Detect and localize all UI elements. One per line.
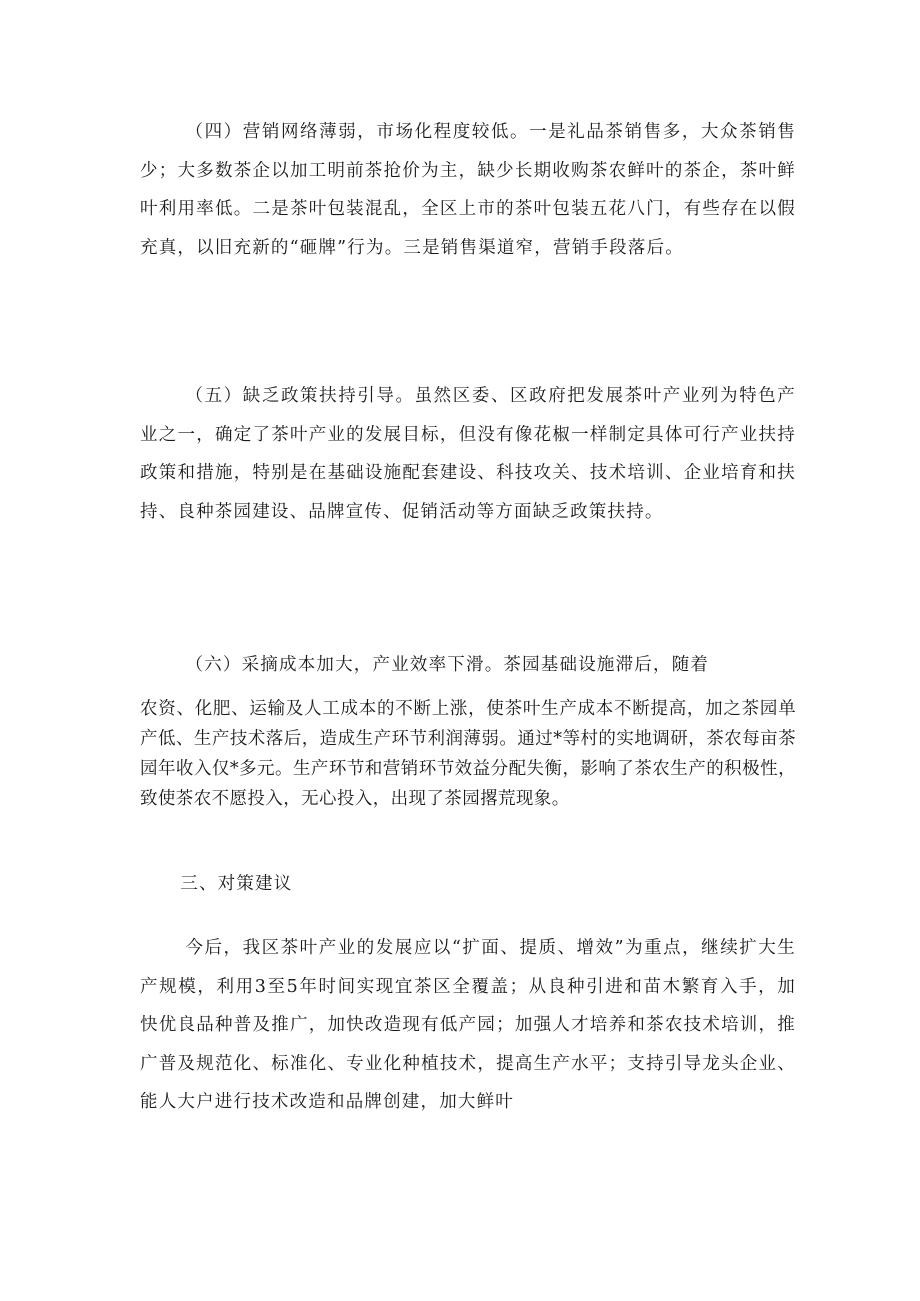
paragraph-policy-support: （五）缺乏政策扶持引导。虽然区委、区政府把发展茶叶产业列为特色产业之一，确定了茶叶产业的发展目标，但没有像花椒一样制定具体可行产业扶持政策和措施，特别是在基础设施配套建设、科技攻关、技术培训、企业培育和扶持、良种茶园建设、品牌宣传、促销活动等方面缺乏政策扶持。	[140, 386, 796, 522]
paragraph-picking-cost-first-line: （六）采摘成本加大，产业效率下滑。茶园基础设施滞后，随着	[185, 655, 710, 675]
paragraph-picking-cost-body: 农资、化肥、运输及人工成本的不断上涨，使茶叶生产成本不断提高，加之茶园单产低、生产技术落后，造成生产环节利润薄弱。通过*等村的实地调研，茶农每亩茶园年收入仅*多元。生产环节和营销环节效益分配失衡，影响了茶农生产的积极性，致使茶农不愿投入，无心投入，出现了茶园撂荒现象。	[140, 699, 796, 809]
section-heading-countermeasures: 三、对策建议	[180, 874, 293, 894]
paragraph-future-development: 今后，我区茶叶产业的发展应以“扩面、提质、增效”为重点，继续扩大生产规模，利用3至5年时间实现宜茶区全覆盖；从良种引进和苗木繁育入手，加快优良品种普及推广，加快改造现有低产园；加强人才培养和茶农技术培训，推广普及规范化、标准化、专业化种植技术，提高生产水平；支持引导龙头企业、能人大户进行技术改造和品牌创建，加大鲜叶	[140, 938, 796, 1113]
paragraph-marketing-network: （四）营销网络薄弱，市场化程度较低。一是礼品茶销售多，大众茶销售少；大多数茶企以加工明前茶抢价为主，缺少长期收购茶农鲜叶的茶企，茶叶鲜叶利用率低。二是茶叶包装混乱，全区上市的茶叶包装五花八门，有些存在以假充真，以旧充新的“砸牌”行为。三是销售渠道窄，营销手段落后。	[140, 122, 796, 258]
